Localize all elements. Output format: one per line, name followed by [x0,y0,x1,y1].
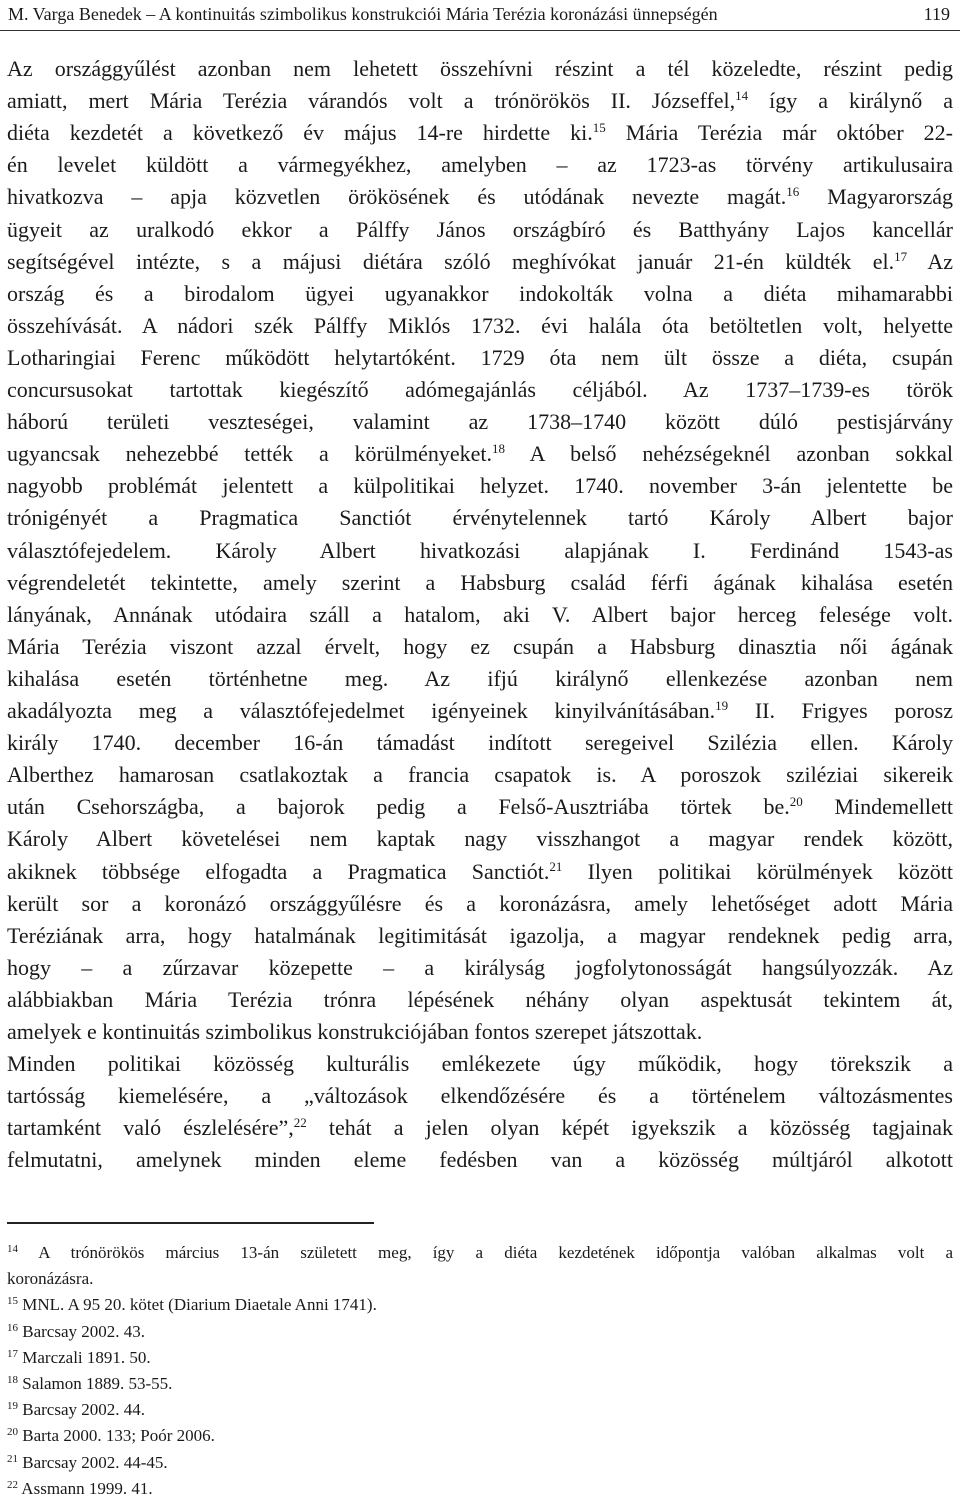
footnote-reference[interactable]: 22 [293,1115,307,1131]
body-line-text: kihalása esetén történhetne meg. Az ifjú királynő ellenkezése azonban nem [7,665,953,691]
footnote [7,1293,953,1317]
footnote-text: koronázásra. [7,1269,94,1289]
body-line-text: került sor a koronázó országgyűlésre és a koronázásra, amely lehetőséget adott Mária [7,890,953,916]
footnote-number: 19 [7,1400,18,1413]
body-line [7,535,953,567]
body-line [7,1016,953,1048]
footnote [7,1346,953,1370]
footnote-reference[interactable]: 14 [735,88,749,104]
body-line-text: Mindemellett [802,794,953,820]
body-line [7,984,953,1016]
body-line-text: Alberthez hamarosan csatlakoztak a francia csapatok is. A poroszok sziléziai sikereik [7,762,953,788]
body-line-text: akiknek többsége elfogadta a Pragmatica Sanctiót. [7,858,550,884]
footnote-number: 20 [7,1426,18,1439]
footnote-number: 14 [7,1243,18,1255]
body-line-text: II. Frigyes porosz [728,698,953,723]
body-line [7,567,953,599]
body-line-text: segítségével intézte, s a májusi diétára szóló meghívókat január 21-én küldték el. [7,248,895,274]
body-line-text: Az [907,248,953,274]
footnote-reference[interactable]: 18 [492,441,506,457]
footnote [7,1398,953,1422]
footnote-text: Barcsay 2002. 44-45. [18,1452,168,1472]
body-line-text: lányának, Annának utódaira száll a hatalom, aki V. Albert bajor herceg felesége volt. [7,601,953,627]
body-line-text: nagyobb problémát jelentett a külpolitikai helyzet. 1740. november 3-án jelentette be [7,473,953,499]
footnote-text: Barcsay 2002. 43. [18,1321,146,1341]
body-line [7,406,953,438]
body-line [7,727,953,759]
body-line [7,310,953,342]
footnote-number: 18 [7,1374,18,1386]
body-line-text: A belső nehézségeknél azonban sokkal [505,441,953,467]
footnote [7,1477,953,1501]
body-line-text: amelyek e kontinuitás szimbolikus konstrukciójában fontos szerepet játszottak. [7,1019,703,1044]
footnote-text: Barta 2000. 133; Poór 2006. [18,1426,215,1446]
body-line-text: választófejedelem. Károly Albert hivatkozási alapjának I. Ferdinánd 1543-as [7,537,953,563]
body-line [7,85,953,117]
body-line-text: Lotharingiai Ferenc működött helytartóként. 1729 óta nem ült össze a diéta, csupán [7,344,953,370]
body-line [7,438,953,470]
body-line [7,599,953,631]
body-line [7,695,953,727]
body-line [7,278,953,310]
footnote-number: 21 [7,1452,18,1465]
body-line [7,117,953,149]
body-line-text: Minden politikai közösség kulturális emlékezete úgy működik, hogy törekszik a [7,1051,953,1077]
footnote [7,1320,953,1344]
page-number: 119 [923,4,950,24]
body-line [7,53,953,85]
body-line [7,149,953,181]
body-line-text: concursusokat tartottak kiegészítő adómegajánlás céljából. Az 1737–1739-es török [7,377,953,402]
body-line-text: tehát a jelen olyan képét igyekszik a közösség tagjainak [306,1115,953,1141]
body-line [7,952,953,984]
body-line-text: Ilyen politikai körülmények között [562,858,953,884]
footnote-reference[interactable]: 21 [549,858,563,874]
body-line-text: ország és a birodalom ügyei ugyanakkor indokolták volna a diéta mihamarabbi [7,280,953,306]
body-line [7,374,953,406]
footnote [7,1451,953,1475]
body-line-text: felmutatni, amelynek minden eleme fedésben van a közösség múltjáról alkotott [7,1147,953,1173]
body-line [7,759,953,791]
footnote-separator [7,1222,374,1224]
body-line-text: hogy – a zűrzavar közepette – a királyság jogfolytonosságát hangsúlyozzák. Az [7,954,953,980]
body-line [7,920,953,952]
body-line-text: Mária Terézia viszont azzal érvelt, hogy ez csupán a Habsburg dinasztia női ágának [7,633,953,659]
body-line-text: után Csehországba, a bajorok pedig a Felső-Ausztriába törtek be. [7,794,790,820]
body-line [7,181,953,213]
footnote [7,1372,953,1396]
body-line [7,246,953,278]
footnote-text: MNL. A 95 20. kötet (Diarium Diaetale Anni 1741). [18,1295,377,1315]
footnote-number: 17 [7,1347,18,1360]
body-line-text: Magyarország [799,184,953,210]
footnote-reference[interactable]: 19 [715,698,729,713]
body-line [7,1048,953,1080]
body-line-text: tartósság kiemelésére, a „változások elkendőzésére és a történelem változásmentes [7,1083,953,1109]
body-line [7,663,953,695]
footnote [7,1267,953,1291]
body-line-text: tartamként való észlelésére”, [7,1115,294,1141]
footnote-number: 22 [7,1478,18,1491]
body-line [7,1080,953,1112]
body-line-text: amiatt, mert Mária Terézia várandós volt a trónörökös II. Józseffel, [7,88,736,114]
footnote-text: Marczali 1891. 50. [18,1347,151,1367]
body-line-text: trónigényét a Pragmatica Sanctiót érvénytelennek tartó Károly Albert bajor [7,505,953,531]
body-line [7,1112,953,1144]
footnote [7,1424,953,1448]
body-line-text: Teréziának arra, hogy hatalmának legitimitását igazolja, a magyar rendeknek pedig arra, [7,922,953,948]
body-line [7,502,953,534]
body-line [7,342,953,374]
footnote-number: 15 [7,1295,18,1308]
header-title: M. Varga Benedek – A kontinuitás szimbolikus konstrukciói Mária Terézia koronázási ünnepségén [8,4,718,24]
body-line [7,823,953,855]
body-line-text: összehívását. A nádori szék Pálffy Miklós 1732. évi halála óta betöltetlen volt, helyette [7,312,953,338]
body-line-text: diéta kezdetét a következő év május 14-re hirdette ki. [7,120,593,146]
footnote-reference[interactable]: 15 [592,120,606,136]
body-line [7,631,953,663]
footnote-text: Salamon 1889. 53-55. [18,1374,173,1393]
body-line-text: ugyancsak nehezebbé tették a körülményeket. [7,441,493,467]
body-line-text: így a királynő a [748,88,953,114]
footnote-text: Barcsay 2002. 44. [18,1400,146,1420]
body-line [7,214,953,246]
body-line-text: Mária Terézia már október 22- [605,120,953,146]
body-line-text: végrendeletét tekintette, amely szerint a Habsburg család férfi ágának kihalása esetén [7,569,953,595]
running-header [0,0,960,31]
footnote-reference[interactable]: 20 [789,794,803,810]
body-line-text: Károly Albert követelései nem kaptak nagy visszhangot a magyar rendek között, [7,826,953,852]
body-line-text: én levelet küldött a vármegyékhez, amelyben – az 1723-as törvény artikulusaira [7,152,953,178]
body-line-text: király 1740. december 16-án támadást indított seregeivel Szilézia ellen. Károly [7,730,953,756]
body-line-text: akadályozta meg a választófejedelmet igényeinek kinyilvánításában. [7,698,716,723]
body-line [7,791,953,823]
footnote-text: A trónörökös március 13-án született meg, így a diéta kezdetének időpontja valóban alkalmas volt a [18,1243,953,1262]
footnote-text: Assmann 1999. 41. [18,1478,153,1498]
body-line-text: ügyeit az uralkodó ekkor a Pálffy János országbíró és Batthyány Lajos kancellár [7,216,953,242]
body-line [7,470,953,502]
footnote [7,1241,953,1265]
body-line-text: Az országgyűlést azonban nem lehetett összehívni részint a tél közeledte, részint pedig [7,56,953,81]
body-line [7,1144,953,1176]
body-line [7,856,953,888]
footnote-reference[interactable]: 16 [786,184,800,200]
body-line [7,888,953,920]
body-line-text: hivatkozva – apja közvetlen örökösének és utódának nevezte magát. [7,184,787,210]
body-line-text: alábbiakban Mária Terézia trónra lépésének néhány olyan aspektusát tekintem át, [7,986,953,1012]
body-line-text: háború területi veszteségei, valamint az 1738–1740 között dúló pestisjárvány [7,409,953,435]
footnote-reference[interactable]: 17 [894,248,908,264]
footnote-number: 16 [7,1321,18,1334]
